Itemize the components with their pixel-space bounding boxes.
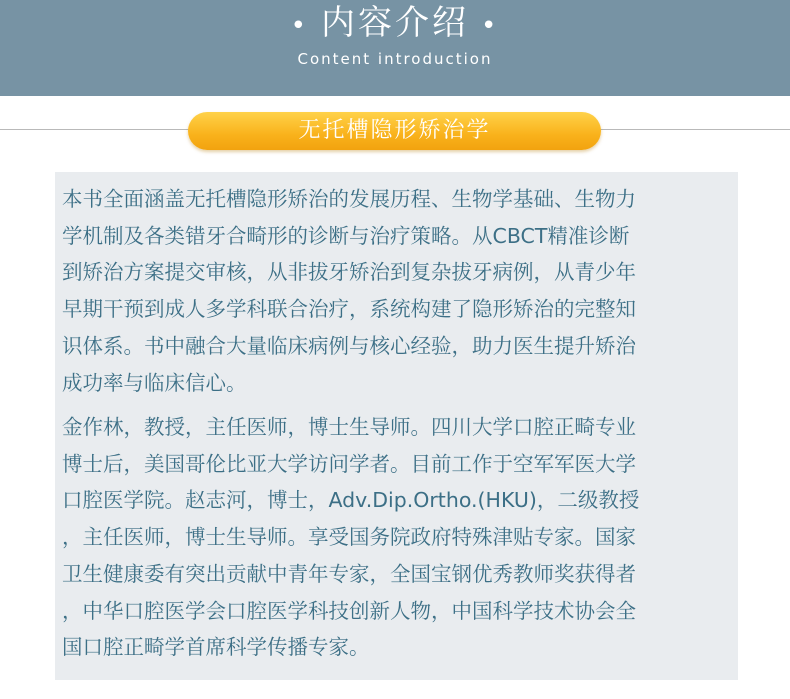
- title-dot-right: •: [481, 11, 500, 41]
- author-paragraph: [62, 409, 742, 666]
- text-line: 到矫治方案提交审核，从非拔牙矫治到复杂拔牙病例，从青少年: [62, 260, 636, 285]
- text-line: 早期干预到成人多学科联合治疗，系统构建了隐形矫治的完整知: [62, 297, 636, 322]
- title-dot-left: •: [290, 11, 309, 41]
- text-line: ，中华口腔医学会口腔医学科技创新人物，中国科学技术协会全: [62, 598, 636, 623]
- text-line: 口腔医学院。赵志河，博士，Adv.Dip.Ortho.(HKU)，二级教授: [62, 488, 640, 513]
- header-banner: [0, 0, 790, 96]
- text-line: 博士后，美国哥伦比亚大学访问学者。目前工作于空军军医大学: [62, 451, 636, 476]
- text-line: 国口腔正畸学首席科学传播专家。: [62, 635, 370, 660]
- text-line: 金作林，教授，主任医师，博士生导师。四川大学口腔正畸专业: [62, 415, 636, 439]
- text-line: 本书全面涵盖无托槽隐形矫治的发展历程、生物学基础、生物力: [62, 187, 636, 211]
- page-title: [0, 0, 790, 49]
- title-text: 内容介绍: [321, 3, 469, 43]
- text-line: ，主任医师，博士生导师。享受国务院政府特殊津贴专家。国家: [62, 525, 636, 550]
- section-title-badge: 无托槽隐形矫治学: [188, 112, 601, 150]
- page-subtitle: Content introduction: [297, 50, 493, 68]
- text-line: 学机制及各类错牙合畸形的诊断与治疗策略。从CBCT精准诊断: [62, 223, 630, 248]
- intro-paragraph: [62, 181, 742, 401]
- text-line: 识体系。书中融合大量临床病例与核心经验，助力医生提升矫治: [62, 333, 636, 358]
- text-line: 成功率与临床信心。: [62, 370, 247, 395]
- text-line: 卫生健康委有突出贡献中青年专家，全国宝钢优秀教师奖获得者: [62, 561, 636, 586]
